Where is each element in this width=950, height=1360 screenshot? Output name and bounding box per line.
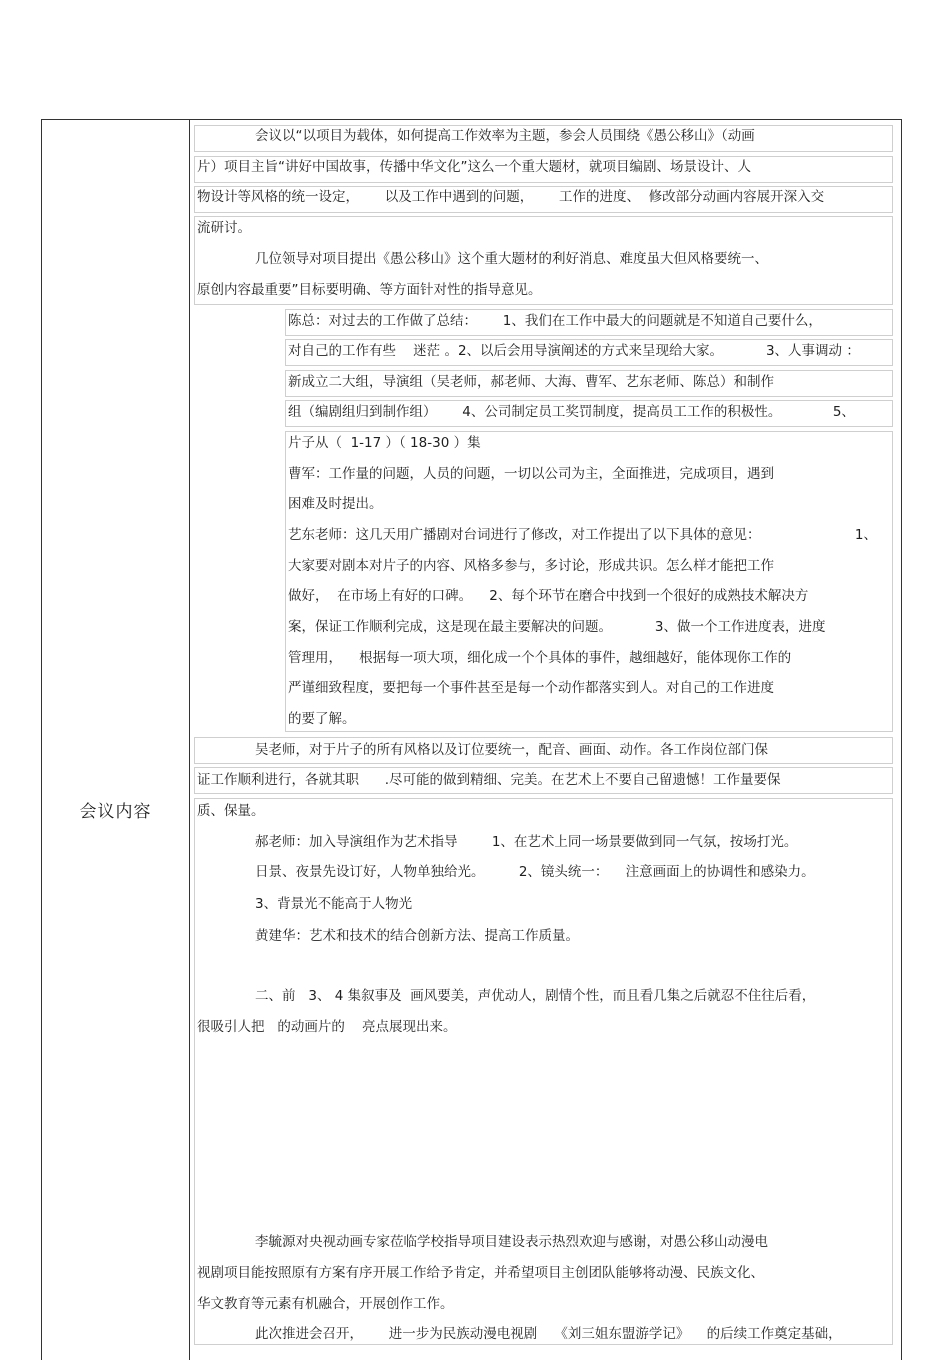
text-line: 日景、夜景先设订好，人物单独给光。 2、镜头统一： 注意画面上的协调性和感染力。 [255, 864, 815, 880]
text-line: 华文教育等元素有机融合，开展创作工作。 [197, 1296, 454, 1312]
text-line: 艺东老师：这几天用广播剧对台词进行了修改，对工作提出了以下具体的意见： 1、 [288, 527, 877, 543]
text-line: 的要了解。 [288, 711, 356, 727]
text-line: 对自己的工作有些 迷茫 。2、以后会用导演阐述的方式来呈现给大家。 3、人事调动 ： [288, 343, 860, 359]
text-line: 陈总：对过去的工作做了总结： 1、我们在工作中最大的问题就是不知道自己要什么， [288, 313, 822, 329]
text-line: 曹军：工作量的问题，人员的问题，一切以公司为主，全面推进，完成项目，遇到 [288, 466, 774, 482]
text-line: 质、保量。 [197, 803, 265, 819]
text-line: 几位领导对项目提出《愚公移山》这个重大题材的利好消息、难度虽大但风格要统一、 [255, 251, 768, 267]
text-line: 视剧项目能按照原有方案有序开展工作给予肯定，并希望项目主创团队能够将动漫、民族文化、 [197, 1265, 764, 1281]
text-line: 新成立二大组，导演组（吴老师，郝老师、大海、曹军、艺东老师、陈总）和制作 [288, 374, 774, 390]
text-line: 案，保证工作顺利完成，这是现在最主要解决的问题。 3、做一个工作进度表，进度 [288, 619, 826, 635]
text-line: 李毓源对央视动画专家莅临学校指导项目建设表示热烈欢迎与感谢，对愚公移山动漫电 [255, 1234, 768, 1250]
text-line: 原创内容最重要”目标要明确、等方面针对性的指导意见。 [197, 282, 542, 298]
text-line: 严谨细致程度，要把每一个事件甚至是每一个动作都落实到人。对自己的工作进度 [288, 680, 774, 696]
label-cell [42, 120, 189, 1360]
text-line: 困难及时提出。 [288, 496, 383, 512]
text-line: 片）项目主旨“讲好中国故事，传播中华文化”这么一个重大题材，就项目编剧、场景设计、人 [197, 159, 751, 175]
text-line: 吴老师，对于片子的所有风格以及订位要统一，配音、画面、动作。各工作岗位部门保 [255, 742, 768, 758]
text-line: 证工作顺利进行，各就其职 .尽可能的做到精细、完美。在艺术上不要自己留遗憾！工作量要保 [197, 772, 781, 788]
text-line: 做好， 在市场上有好的口碑。 2、每个环节在磨合中找到一个很好的成熟技术解决方 [288, 588, 809, 604]
text-line: 3、背景光不能高于人物光 [255, 896, 413, 912]
text-line: 黄建华：艺术和技术的结合创新方法、提高工作质量。 [255, 928, 579, 944]
column-divider [189, 120, 190, 1360]
text-line: 二、前 3、 4 集叙事及 画风要美，声优动人，剧情个性，而且看几集之后就忍不住往后看， [255, 988, 816, 1004]
text-line: 郝老师：加入导演组作为艺术指导 1、在艺术上同一场景要做到同一气氛，按场打光。 [255, 834, 798, 850]
meeting-content-label: 会议内容 [79, 802, 152, 822]
text-line: 此次推进会召开， 进一步为民族动漫电视剧 《刘三姐东盟游学记》 的后续工作奠定基础， [255, 1326, 842, 1342]
text-line: 组（编剧组归到制作组） 4、公司制定员工奖罚制度，提高员工工作的积极性。 5、 [288, 404, 855, 420]
text-line: 很吸引人把 的动画片的 亮点展现出来。 [197, 1019, 457, 1035]
text-line: 大家要对剧本对片子的内容、风格多参与，多讨论，形成共识。怎么样才能把工作 [288, 558, 774, 574]
text-line: 流研讨。 [197, 220, 251, 236]
text-line: 物设计等风格的统一设定， 以及工作中遇到的问题， 工作的进度、 修改部分动画内容展开深入交 [197, 189, 825, 205]
text-line: 管理用， 根据每一项大项，细化成一个个具体的事件，越细越好，能体现你工作的 [288, 650, 792, 666]
text-line: 片子从（ 1-17 ）（ 18-30 ）集 [288, 435, 481, 451]
text-line: 会议以“以项目为载体，如何提高工作效率为主题，参会人员围绕《愚公移山》（动画 [255, 128, 755, 144]
